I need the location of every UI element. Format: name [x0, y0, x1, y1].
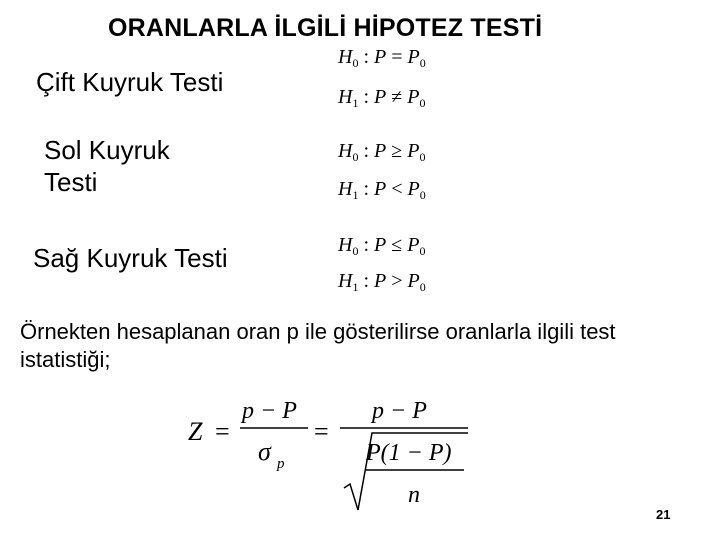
hypothesis-h0-two-tailed: $H_0$ : $P = P_0$ — [338, 46, 426, 70]
eq-sigma: σ — [258, 437, 271, 466]
hypothesis-h1-left-tailed: $H_1$ : $P < P_0$ — [338, 178, 426, 202]
eq-numerator-2: p − P — [372, 398, 427, 424]
hypothesis-h0-left-tailed: $H_0$ : $P \ge P_0$ — [338, 140, 426, 164]
eq-equals-1: = — [215, 417, 230, 446]
slide-title: ORANLARLA İLGİLİ HİPOTEZ TESTİ — [108, 14, 543, 42]
eq-z: Z — [188, 417, 203, 446]
eq-sqrt-numerator: P(1 − P) — [366, 440, 452, 466]
hypothesis-h0-right-tailed: $H_0$ : $P \le P_0$ — [338, 234, 426, 258]
eq-sqrt-denominator: n — [408, 482, 420, 508]
eq-numerator-1: p − P — [242, 398, 297, 424]
hypothesis-h1-two-tailed: $H_1$ : $P \ne P_0$ — [338, 86, 426, 110]
test-label-two-tailed: Çift Kuyruk Testi — [36, 67, 224, 97]
hypothesis-h1-right-tailed: $H_1$ : $P > P_0$ — [338, 270, 426, 294]
eq-sigma-sub: p — [277, 456, 285, 472]
test-label-left-tailed: Sol Kuyruk Testi — [44, 135, 170, 197]
page-number: 21 — [656, 507, 671, 522]
body-text: Örnekten hesaplanan oran p ile gösterilirse oranlarla ilgili test istatistiği; — [20, 319, 616, 372]
test-statistic-equation — [180, 390, 480, 520]
eq-equals-2: = — [314, 417, 329, 446]
test-label-right-tailed: Sağ Kuyruk Testi — [33, 243, 228, 273]
